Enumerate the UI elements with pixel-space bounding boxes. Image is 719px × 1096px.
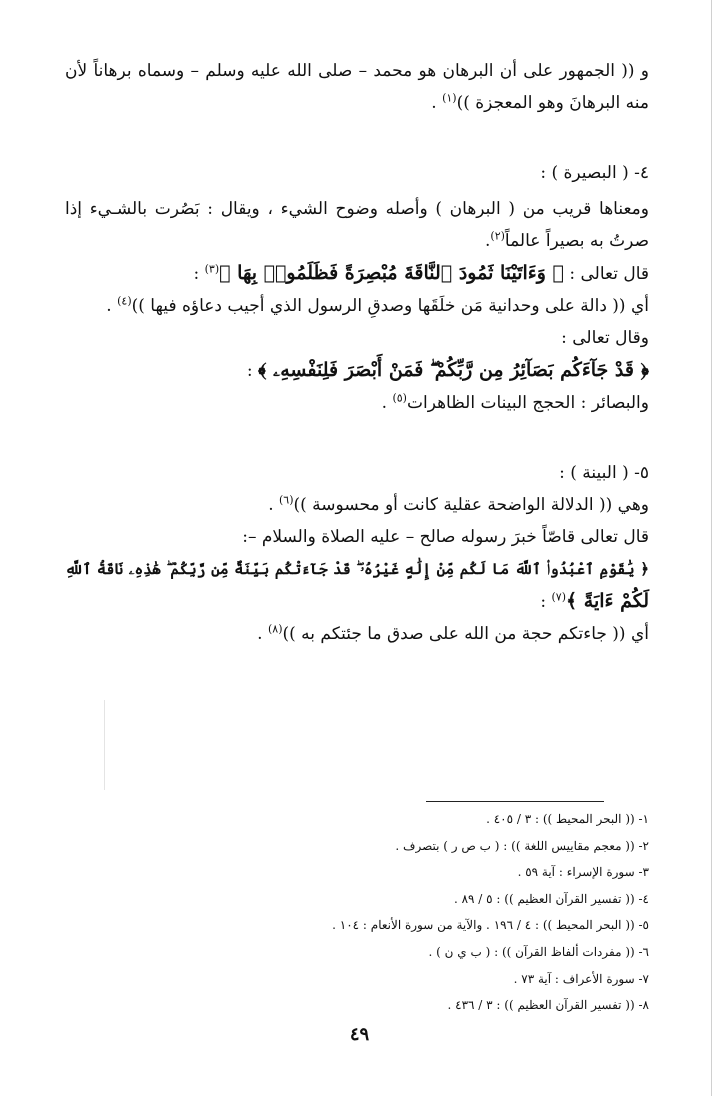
text: منه البرهانَ وهو المعجزة )) [456, 93, 649, 113]
text: . [257, 624, 268, 644]
footnote-ref[interactable]: (٨) [267, 622, 283, 636]
main-text [65, 60, 649, 645]
body-line [65, 526, 649, 548]
footnote-ref[interactable]: (٥) [392, 391, 407, 405]
quran-verse: ﴿ يَٰقَوْمِ ٱعْبُدُوا۟ ٱللَّهَ مَا لَكُم مِّنْ إِلَٰهٍ غَيْرُهُۥ ۖ قَدْ جَآءَتْكُم بَيِّنَةٌ مِّن رَّبِّكُمْ ۖ هَٰذِهِۦ نَاقَةُ ٱللَّهِ [65, 560, 649, 578]
text: . [106, 296, 118, 316]
footnote-separator [426, 801, 604, 802]
body-line [65, 623, 649, 645]
footnote-item: ٦- (( مفردات ألفاظ القرآن )) : ( ب ي ن ) . [428, 944, 649, 959]
body-line [65, 92, 649, 114]
text: قال تعالى : [563, 264, 649, 284]
text: أي (( جاءتكم حجة من الله على صدق ما جئتكم به )) [282, 624, 649, 644]
quran-verse: لَكُمْ ءَايَةً ﴾ [566, 590, 649, 612]
text: قال تعالى قاصّاً خبرَ رسوله صالح – عليه الصلاة والسلام –: [242, 527, 649, 547]
body-line [65, 295, 649, 317]
body-line [65, 198, 649, 220]
text: والبصائر : الحجج البينات الظاهرات [406, 393, 649, 413]
quran-quote-line [65, 590, 649, 613]
footnote-item: ٤- (( تفسير القرآن العظيم )) : ٥ / ٨٩ . [453, 891, 649, 906]
text: : [540, 592, 552, 612]
text: : [193, 264, 205, 284]
text: : [246, 361, 258, 381]
text: . [484, 231, 491, 251]
text: صرتُ به بصيراً عالماً [504, 231, 649, 251]
page-edge-line [711, 0, 712, 1096]
footnote-item: ٨- (( تفسير القرآن العظيم )) : ٣ / ٤٣٦ . [447, 998, 649, 1013]
text: . [268, 495, 279, 515]
quran-quote-line [65, 262, 649, 285]
footnote-item: ٣- سورة الإسراء : آية ٥٩ . [517, 865, 649, 880]
quran-verse: ﴿ قَدْ جَآءَكُم بَصَآئِرُ مِن رَّبِّكُمْ ۖ فَمَنْ أَبْصَرَ فَلِنَفْسِهِۦ ﴾ [257, 359, 649, 381]
footnote-ref[interactable]: (٤) [117, 294, 132, 308]
text: . [431, 93, 443, 113]
text: . [381, 393, 393, 413]
footnote-item: ١- (( البحر المحيط )) : ٣ / ٤٠٥ . [486, 812, 649, 826]
body-line [65, 494, 649, 516]
text: و (( الجمهور على أن البرهان هو محمد – صلى الله عليه وسلم – وسماه برهاناً لأن [65, 61, 649, 81]
body-line [65, 392, 649, 414]
text: ومعناها قريب من ( البرهان ) وأصله وضوح الشيء ، ويقال : بَصُرت بالشـيء إذا [65, 199, 649, 219]
footnote-item: ٥- (( البحر المحيط )) : ٤ / ١٩٦ . والآية من سورة الأنعام : ١٠٤ . [332, 918, 649, 933]
heading-text: ٤- ( البصيرة ) : [540, 163, 649, 183]
quran-verse: ﴿ وَءَاتَيْنَا ثَمُودَ ٱلنَّاقَةَ مُبْصِرَةً فَظَلَمُوا۟ بِهَا ﴾ [219, 262, 564, 284]
footnote-ref[interactable]: (١) [442, 91, 457, 105]
section-heading [65, 462, 649, 484]
scan-margin-mark [104, 700, 105, 790]
body-line [65, 60, 649, 82]
text: وهي (( الدلالة الواضحة عقلية كانت أو محسوسة )) [293, 495, 649, 515]
footnotes [89, 806, 649, 1019]
section-heading [65, 162, 649, 184]
text: وقال تعالى : [561, 328, 649, 348]
quran-quote-line [65, 558, 649, 580]
footnote-ref[interactable]: (٣) [204, 262, 220, 276]
heading-text: ٥- ( البينة ) : [559, 463, 649, 483]
quran-quote-line [65, 359, 649, 382]
footnote-ref[interactable]: (٦) [279, 493, 294, 507]
body-line [65, 230, 649, 252]
page-number: ٤٩ [349, 1024, 370, 1045]
footnote-ref[interactable]: (٧) [551, 590, 567, 604]
footnote-item: ٧- سورة الأعراف : آية ٧٣ . [513, 971, 649, 986]
body-line [65, 327, 649, 349]
footnote-item: ٢- (( معجم مقاييس اللغة )) : ( ب ص ر ) بتصرف . [395, 838, 649, 853]
text: أي (( دالة على وحدانية مَن خلَقَها وصدقِ الرسول الذي أجيب دعاؤه فيها )) [131, 296, 649, 316]
footnote-ref[interactable]: (٢) [490, 229, 505, 243]
